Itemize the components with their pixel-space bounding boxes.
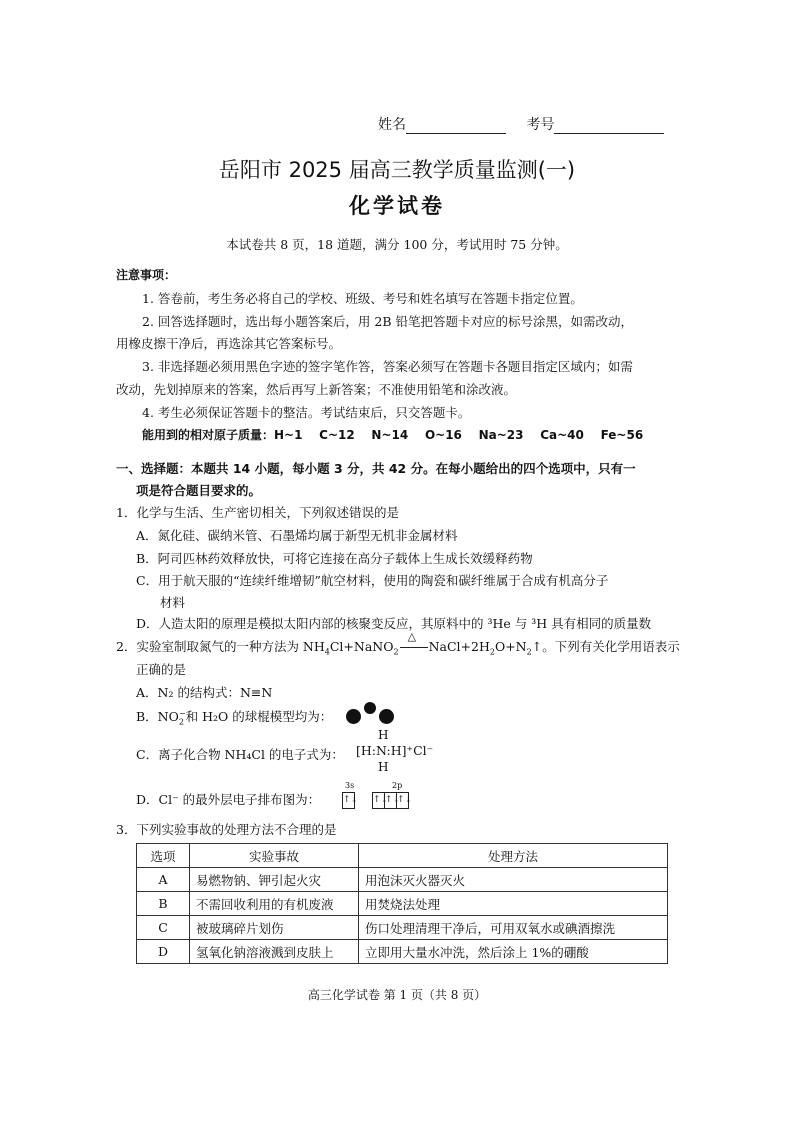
q2-stem-part: ↑。下列有关化学用语表示 [531,639,680,654]
name-label: 姓名 [378,117,406,133]
notes-heading: 注意事项： [116,268,177,282]
table-cell: 被玻璃碎片划伤 [190,916,359,940]
orbital-box: ↑↓ [396,792,409,809]
q1-option-b: B．阿司匹林药效释放快，可将它连接在高分子载体上生成长效缓释药物 [136,551,533,566]
note-item-4: 4. 考生必须保证答题卡的整洁。考试结束后，只交答题卡。 [142,405,471,420]
table-cell: B [137,892,190,916]
table-header: 选项 [137,844,190,868]
table-cell: 氢氧化钠溶液溅到皮肤上 [190,940,359,964]
section1-heading: 一、选择题：本题共 14 小题，每小题 3 分，共 42 分。在每小题给出的四个选项中，只有一 [116,461,636,476]
table-cell: D [137,940,190,964]
q2-stem-part: Cl+NaNO [329,639,394,654]
exam-subtitle: 化学试卷 [349,193,445,218]
ball-center [364,702,376,714]
orbital-box: ↑↓ [342,792,355,809]
table-cell: 易燃物钠、钾引起火灾 [190,868,359,892]
orbital-box: ↑↓ [372,792,385,809]
heat-arrow [399,630,429,654]
q1-stem: 1．化学与生活、生产密切相关，下列叙述错误的是 [116,505,399,520]
orbital-diagram [343,792,413,809]
page-footer: 高三化学试卷 第 1 页（共 8 页） [307,988,487,1002]
table-cell: C [137,916,190,940]
q1-option-a: A．氮化硅、碳纳米管、石墨烯均属于新型无机非金属材料 [136,528,458,543]
exam-info: 本试卷共 8 页，18 道题，满分 100 分，考试用时 75 分钟。 [226,237,568,252]
table-cell: A [137,868,190,892]
q1-option-c-cont: 材料 [160,595,186,610]
q1-option-c: C．用于航天服的“连续纤维增韧”航空材料，使用的陶瓷和碳纤维属于合成有机高分子 [136,573,609,588]
q3-stem: 3．下列实验事故的处理方法不合理的是 [116,822,337,837]
table-row [137,892,668,916]
ball-right [379,709,394,724]
q2-option-c: C．离子化合物 NH₄Cl 的电子式为： [136,747,344,762]
q2-option-b-text: 和 H₂O 的球棍模型均为： [185,709,333,724]
table-row [137,940,668,964]
electron-formula: [H:N:H]⁺Cl⁻ [356,743,434,758]
q2-option-b-text: B．NO [136,709,179,724]
orbital-3s-label: 3s [345,781,355,790]
note-item-2-cont: 用橡皮擦干净后，再选涂其它答案标号。 [116,336,342,351]
electron-formula-top: H [378,728,389,742]
note-item-1: 1. 答卷前，考生务必将自己的学校、班级、考号和姓名填写在答题卡指定位置。 [142,291,583,306]
id-label: 考号 [526,117,555,133]
table-header-row [137,844,668,868]
table-row [137,868,668,892]
name-id-line [378,114,664,134]
section1-heading-cont: 项是符合题目要求的。 [136,483,262,498]
q1-option-d: D．人造太阳的原理是模拟太阳内部的核聚变反应，其原料中的 ³He 与 ³H 具有相同的质量数 [136,616,652,631]
exam-title: 岳阳市 2025 届高三教学质量监测(一) [218,158,576,182]
q2-stem: 2．实验室制取氮气的一种方法为 $NH_4Cl+NaNO_2$ △ $NaCl+2H_2O+N_2↑$。下列有关化学用语表示 [116,630,680,657]
table-cell: 伤口处理清理干净后，可用双氧水或碘酒擦洗 [359,916,668,940]
atomic-masses: 能用到的相对原子质量：H~1 C~12 N~14 O~16 Na~23 Ca~40 Fe~56 [142,428,644,442]
q2-option-a: A．N₂ 的结构式：N≡N [136,685,273,700]
q2-stem-part: O+N [494,639,527,654]
heat-symbol: △ [407,630,417,643]
table-row [137,916,668,940]
note-item-3-cont: 改动，先划掉原来的答案，然后再写上新答案；不准使用铅笔和涂改液。 [116,382,517,397]
q2-option-b: B．$NO_2^-$和 H₂O 的球棍模型均为： [136,708,333,727]
electron-formula-bottom: H [378,760,389,774]
q2-stem-part: 2．实验室制取氮气的一种方法为 NH [116,639,325,654]
table-cell: 用泡沫灭火器灭火 [359,868,668,892]
orbital-2p-label: 2p [392,781,403,790]
table-cell: 立即用大量水冲洗，然后涂上 1%的硼酸 [359,940,668,964]
table-header: 实验事故 [190,844,359,868]
table-cell: 用焚烧法处理 [359,892,668,916]
accident-table [136,843,668,964]
table-header: 处理方法 [359,844,668,868]
q2-stem-part: NaCl+2H [428,639,490,654]
orbital-box: ↑↓ [384,792,397,809]
table-cell: 不需回收利用的有机废液 [190,892,359,916]
ball-left [346,709,361,724]
note-item-3: 3. 非选择题必须用黑色字迹的签字笔作答，答案必须写在答题卡各题目指定区域内；如需 [142,359,633,374]
q2-stem-cont: 正确的是 [136,662,187,677]
note-item-2: 2. 回答选择题时，选出每小题答案后，用 2B 铅笔把答题卡对应的标号涂黑，如需改动， [142,314,633,329]
q2-option-d: D．Cl⁻ 的最外层电子排布图为： [136,792,321,807]
name-blank [406,119,506,134]
id-blank [554,119,664,134]
